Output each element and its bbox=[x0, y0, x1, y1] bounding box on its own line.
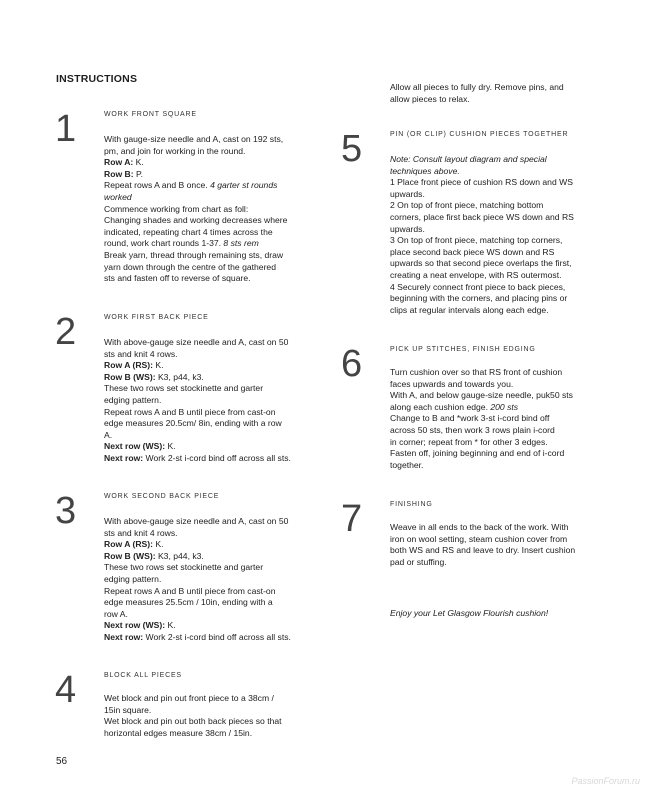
step-line: 1 Place front piece of cushion RS down and WS bbox=[390, 177, 573, 188]
step-line-text: along each cushion edge. bbox=[390, 401, 491, 412]
step-line-text: Work 2-st i-cord bind off across all sts. bbox=[143, 631, 291, 642]
step-line: clips at regular intervals along each edge. bbox=[390, 304, 549, 315]
step-line bbox=[390, 166, 620, 178]
page-heading: INSTRUCTIONS bbox=[56, 73, 138, 85]
step-line-label: Row B (WS): bbox=[104, 371, 156, 382]
step-line-note: techniques above. bbox=[390, 165, 460, 176]
intro-text bbox=[390, 82, 620, 105]
step-line: yarn down through the centre of the gathered bbox=[104, 261, 276, 272]
step-line: 3 On top of front piece, matching top corners, bbox=[390, 235, 563, 246]
step-line: Change to B and *work 3-st i-cord bind off bbox=[390, 413, 550, 424]
step-4 bbox=[55, 671, 325, 751]
step-line: sts and knit 4 rows. bbox=[104, 527, 178, 538]
step-line-text: K3, p44, k3. bbox=[155, 550, 204, 561]
step-line: iron on wool setting, steam cushion cover from bbox=[390, 533, 568, 544]
step-line: 15in square. bbox=[104, 704, 152, 715]
step-line: Repeat rows A and B until piece from cast-on bbox=[104, 406, 276, 417]
step-line: upwards. bbox=[390, 188, 425, 199]
step-line: across 50 sts, then work 3 rows plain i-cord bbox=[390, 424, 555, 435]
step-line: Weave in all ends to the back of the work. With bbox=[390, 522, 569, 532]
step-number: 4 bbox=[55, 669, 77, 711]
step-1 bbox=[55, 110, 325, 290]
step-line-label: Row A (RS): bbox=[104, 539, 154, 550]
step-number: 7 bbox=[341, 498, 363, 540]
step-5 bbox=[341, 130, 621, 330]
step-line: pad or stuffing. bbox=[390, 556, 447, 567]
step-line: 2 On top of front piece, matching bottom bbox=[390, 200, 544, 211]
step-line: A. bbox=[104, 429, 113, 440]
step-line: edge measures 25.5cm / 10in, ending with a bbox=[104, 597, 273, 608]
step-line: beginning with the corners, and placing pins or bbox=[390, 293, 568, 304]
step-line: With above-gauge size needle and A, cast on 50 bbox=[104, 516, 289, 526]
step-line-note: Note: Consult layout diagram and special bbox=[390, 154, 547, 164]
step-body bbox=[104, 693, 324, 739]
step-line-text: round, work chart rounds 1-37. bbox=[104, 238, 224, 249]
step-line bbox=[104, 632, 324, 644]
step-line bbox=[390, 402, 620, 414]
step-number: 6 bbox=[341, 343, 363, 385]
step-line-note: 8 sts rem bbox=[223, 238, 259, 249]
step-title: FINISHING bbox=[390, 501, 433, 508]
step-line: in corner; repeat from * for other 3 edges. bbox=[390, 436, 548, 447]
step-number: 3 bbox=[55, 490, 77, 532]
intro-line: Allow all pieces to fully dry. Remove pins, and bbox=[390, 82, 564, 92]
step-line-label: Row B: bbox=[104, 168, 134, 179]
step-line-note: 200 sts bbox=[490, 401, 519, 412]
step-line: upwards. bbox=[390, 223, 425, 234]
step-line-note: worked bbox=[104, 191, 132, 202]
step-title: PIN (OR CLIP) CUSHION PIECES TOGETHER bbox=[390, 131, 569, 138]
step-line: Fasten off, joining beginning and end of i-cord bbox=[390, 448, 565, 459]
step-line: edge measures 20.5cm/ 8in, ending with a row bbox=[104, 418, 282, 429]
step-7 bbox=[341, 500, 621, 580]
step-line bbox=[104, 157, 324, 169]
step-body bbox=[104, 516, 324, 644]
step-line: creating a neat envelope, with RS outermost. bbox=[390, 269, 562, 280]
step-line bbox=[104, 620, 324, 632]
step-line: These two rows set stockinette and garter bbox=[104, 562, 264, 573]
step-line: Wet block and pin out front piece to a 38cm / bbox=[104, 693, 274, 703]
step-number: 1 bbox=[55, 108, 77, 150]
step-line bbox=[104, 180, 324, 192]
step-body bbox=[390, 522, 620, 568]
step-body bbox=[390, 154, 620, 316]
step-number: 5 bbox=[341, 128, 363, 170]
step-line-text: Repeat rows A and B once. bbox=[104, 180, 211, 191]
step-line: Turn cushion over so that RS front of cushion bbox=[390, 367, 563, 377]
step-body bbox=[104, 337, 324, 465]
step-line: horizontal edges measure 38cm / 15in. bbox=[104, 727, 253, 738]
step-line: place second back piece WS down and RS bbox=[390, 246, 555, 257]
step-line: Break yarn, thread through remaining sts, draw bbox=[104, 249, 284, 260]
step-title: WORK FIRST BACK PIECE bbox=[104, 314, 209, 321]
step-line: Repeat rows A and B until piece from cast-on bbox=[104, 585, 276, 596]
step-body bbox=[390, 367, 620, 471]
step-title: PICK UP STITCHES, FINISH EDGING bbox=[390, 346, 536, 353]
step-line-text: K3, p44, k3. bbox=[155, 371, 204, 382]
step-title: BLOCK ALL PIECES bbox=[104, 672, 182, 679]
step-line bbox=[104, 372, 324, 384]
step-line bbox=[104, 169, 324, 181]
step-line: upwards so that second piece overlaps the first, bbox=[390, 258, 572, 269]
step-line: Commence working from chart as foll: bbox=[104, 203, 249, 214]
step-line: corners, place first back piece WS down and RS bbox=[390, 211, 574, 222]
step-line-label: Next row: bbox=[104, 631, 144, 642]
step-line-text: K. bbox=[165, 441, 176, 452]
closing-note: Enjoy your Let Glasgow Flourish cushion! bbox=[390, 608, 549, 618]
step-line: With A, and below gauge-size needle, puk50 sts bbox=[390, 390, 573, 401]
step-line: sts and knit 4 rows. bbox=[104, 348, 178, 359]
step-line-label: Row A (RS): bbox=[104, 360, 154, 371]
step-2 bbox=[55, 313, 325, 473]
intro-line: allow pieces to relax. bbox=[390, 93, 470, 104]
step-line: 4 Securely connect front piece to back pieces, bbox=[390, 281, 566, 292]
step-line: both WS and RS and leave to dry. Insert cushion bbox=[390, 545, 576, 556]
step-line: row A. bbox=[104, 608, 128, 619]
step-line-note: 4 garter st rounds bbox=[210, 180, 278, 191]
step-line bbox=[390, 154, 620, 166]
step-line-label: Row A: bbox=[104, 157, 134, 168]
step-line-label: Next row (WS): bbox=[104, 441, 166, 452]
step-line: indicated, repeating chart 4 times across the bbox=[104, 226, 273, 237]
step-line-text: K. bbox=[133, 157, 144, 168]
step-title: WORK SECOND BACK PIECE bbox=[104, 493, 220, 500]
step-line: With above-gauge size needle and A, cast on 50 bbox=[104, 337, 289, 347]
step-line bbox=[104, 441, 324, 453]
step-number: 2 bbox=[55, 311, 77, 353]
step-line-label: Next row (WS): bbox=[104, 620, 166, 631]
step-line bbox=[104, 453, 324, 465]
step-6 bbox=[341, 345, 621, 485]
step-line bbox=[104, 551, 324, 563]
step-title: WORK FRONT SQUARE bbox=[104, 111, 197, 118]
step-line: These two rows set stockinette and garter bbox=[104, 383, 264, 394]
step-line bbox=[104, 539, 324, 551]
step-line: together. bbox=[390, 459, 424, 470]
step-3 bbox=[55, 492, 325, 652]
watermark: PassionForum.ru bbox=[571, 776, 640, 786]
step-line bbox=[104, 360, 324, 372]
step-line: sts and fasten off to reverse of square. bbox=[104, 273, 251, 284]
page-number: 56 bbox=[56, 756, 68, 767]
step-line: Wet block and pin out both back pieces so that bbox=[104, 716, 282, 727]
step-line: edging pattern. bbox=[104, 394, 162, 405]
step-line bbox=[104, 238, 324, 250]
step-line-text: K. bbox=[153, 539, 164, 550]
step-line: edging pattern. bbox=[104, 573, 162, 584]
step-line-label: Row B (WS): bbox=[104, 550, 156, 561]
step-line-text: P. bbox=[133, 168, 144, 179]
step-line-text: Work 2-st i-cord bind off across all sts. bbox=[143, 452, 291, 463]
step-line: With gauge-size needle and A, cast on 192 sts, bbox=[104, 134, 284, 144]
step-line-text: K. bbox=[165, 620, 176, 631]
step-line: pm, and join for working in the round. bbox=[104, 145, 246, 156]
step-line bbox=[104, 192, 324, 204]
step-line-text: K. bbox=[153, 360, 164, 371]
step-line: faces upwards and towards you. bbox=[390, 378, 514, 389]
step-line-label: Next row: bbox=[104, 452, 144, 463]
step-body bbox=[104, 134, 324, 285]
step-line: Changing shades and working decreases where bbox=[104, 215, 288, 226]
